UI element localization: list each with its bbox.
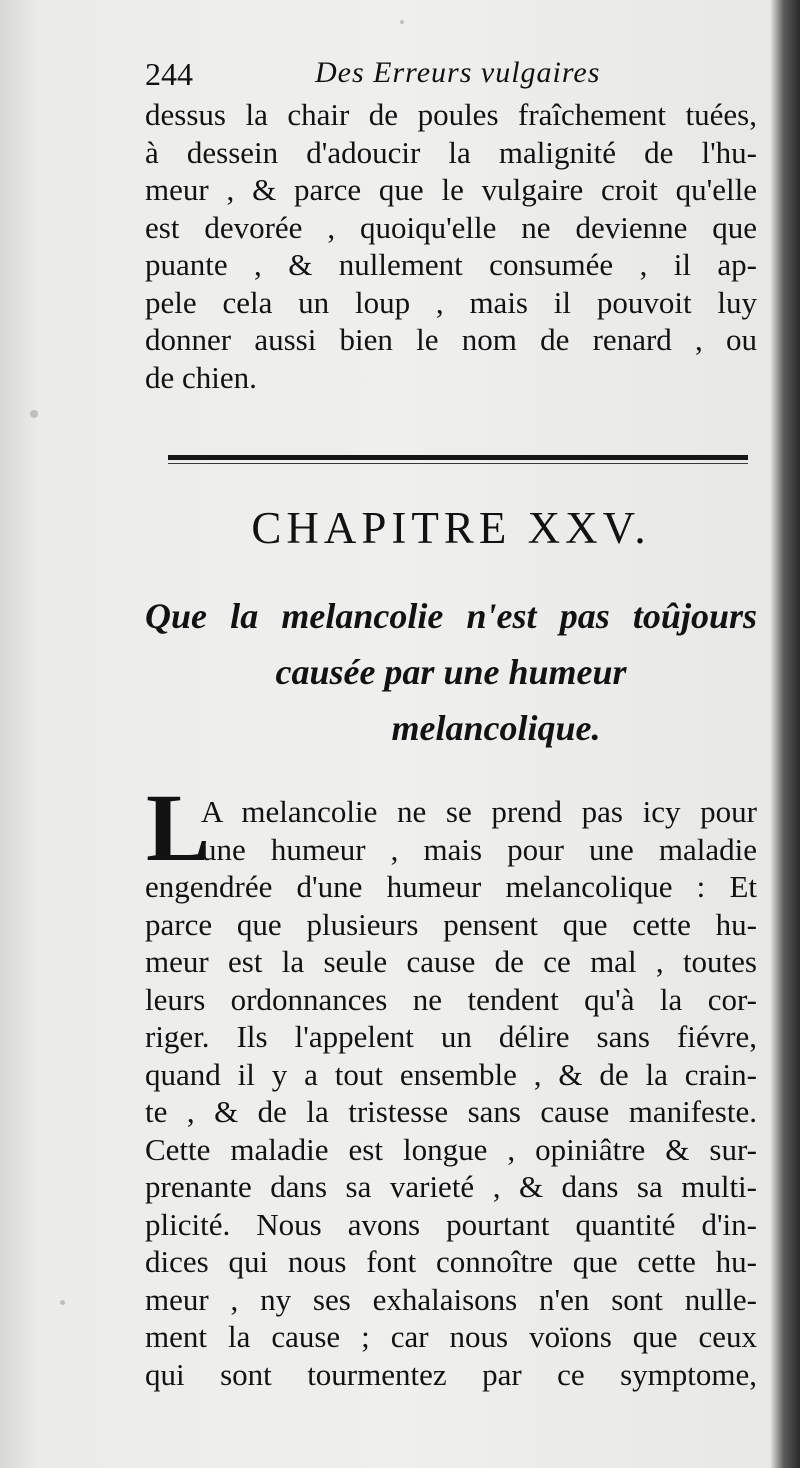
body-paragraph [145,793,757,1393]
text-line: une humeur , mais pour une maladie [201,831,757,867]
text-line: parce que plusieurs pensent que cette hu- [145,906,757,942]
text-line: prenante dans sa varieté , & dans sa multi- [145,1169,757,1204]
text-line: plicité. Nous avons pourtant quantité d'in- [145,1206,757,1242]
text-line: de chien. [145,359,257,395]
section-rule-thin [168,463,748,464]
text-line: puante , & nullement consumée , il ap- [145,247,757,282]
paper-speck [400,20,404,24]
section-rule [168,455,748,460]
drop-cap: L [146,774,211,881]
paper-speck [60,1300,65,1305]
text-line: Cette maladie est longue , opiniâtre & sur- [145,1131,757,1167]
page-header [145,56,745,96]
text-line: te , & de la tristesse sans cause manifeste. [145,1094,757,1129]
subtitle-line: causée par une humeur [275,652,627,692]
text-line: donner aussi bien le nom de renard , ou [145,322,757,357]
text-line: meur , & parce que le vulgaire croit qu'elle [145,172,757,207]
subtitle-line: melancolique. [391,708,601,748]
chapter-subtitle [145,588,757,756]
text-line: dessus la chair de poules fraîchement tuées, [145,97,757,132]
text-line: meur , ny ses exhalaisons n'en sont nulle- [145,1281,757,1317]
text-line: meur est la seule cause de ce mal , toutes [145,944,757,979]
text-line: à dessein d'adoucir la malignité de l'hu- [145,134,757,170]
text-line: qui sont tourmentez par ce symptome, [145,1356,757,1392]
text-line: riger. Ils l'appelent un délire sans fiévre, [145,1019,757,1054]
text-line: dices qui nous font connoître que cette hu- [145,1244,757,1279]
text-line: est devorée , quoiqu'elle ne devienne que [145,209,757,245]
paper-speck [30,410,38,418]
text-line: pele cela un loup , mais il pouvoit luy [145,284,757,320]
text-line: A melancolie ne se prend pas icy pour [201,794,757,829]
text-line: engendrée d'une humeur melancolique : Et [145,869,757,904]
text-line: leurs ordonnances ne tendent qu'à la cor- [145,981,757,1017]
chapter-title: CHAPITRE XXV. [251,503,651,553]
page-number: 244 [145,56,193,92]
top-paragraph [145,96,757,396]
text-line: quand il y a tout ensemble , & de la crain- [145,1056,757,1092]
text-line: ment la cause ; car nous voïons que ceux [145,1319,757,1354]
running-title: Des Erreurs vulgaires [315,56,601,89]
subtitle-line: Que la melancolie n'est pas toûjours [145,596,757,636]
